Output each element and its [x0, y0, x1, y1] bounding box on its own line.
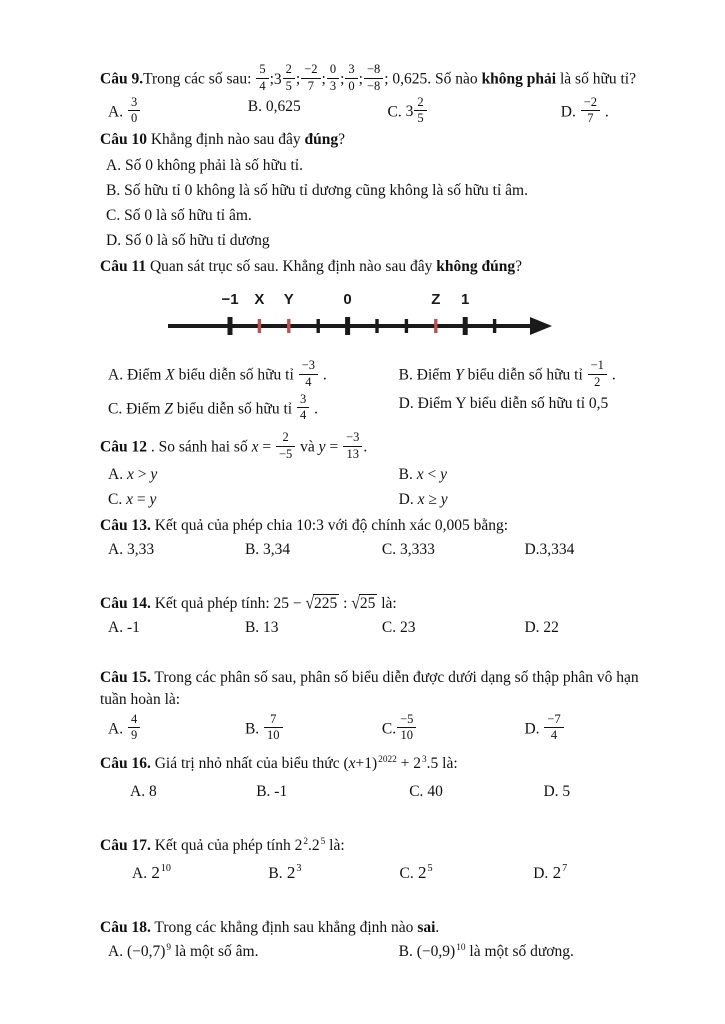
- text: biểu diễn số hữu tỉ: [463, 366, 587, 384]
- options: [100, 359, 667, 423]
- text: ;: [358, 70, 363, 88]
- numerator: 2: [417, 94, 424, 109]
- option-key: C.: [399, 865, 414, 882]
- math-variable: x: [417, 490, 425, 508]
- option-key: B.: [398, 943, 413, 961]
- text: + 2: [396, 755, 422, 772]
- option-key: C.: [106, 206, 121, 224]
- option-key: D.: [524, 720, 540, 737]
- math-variable: y: [149, 490, 157, 508]
- question-label: Câu 12: [100, 438, 147, 456]
- text: 0,625: [261, 97, 301, 115]
- text: Trong các phân số sau, phân số biểu diễn được dưới dạng số thập phân vô hạn tuần hoàn là:: [100, 668, 639, 708]
- text: Điểm: [122, 400, 165, 417]
- math-variable: X: [165, 366, 175, 384]
- question-stem: [100, 667, 667, 711]
- text: Điểm: [123, 366, 166, 384]
- option-key: B.: [398, 465, 413, 483]
- option-key: B.: [268, 865, 283, 882]
- question-q13: [100, 515, 667, 561]
- numerator: 0: [329, 62, 337, 76]
- text: [259, 720, 263, 737]
- option-key: B.: [244, 618, 260, 636]
- text: 13: [259, 618, 279, 636]
- superscript: 2: [303, 836, 308, 847]
- text: Trong các số sau:: [143, 70, 256, 88]
- option-key: A.: [108, 720, 124, 737]
- question-q17: [100, 835, 667, 885]
- option: [108, 489, 399, 511]
- text: Kết quả của phép tính 2: [150, 837, 303, 854]
- superscript: 10: [160, 863, 172, 875]
- text: . So sánh hai số: [146, 438, 252, 456]
- text: Khẳng định nào sau đây: [146, 131, 305, 148]
- numerator: −7: [547, 711, 561, 726]
- option: [399, 393, 667, 424]
- option: [245, 617, 382, 639]
- text: .2: [308, 837, 320, 854]
- text: ?: [338, 131, 346, 148]
- option: [132, 861, 268, 885]
- fraction: [264, 713, 283, 744]
- text: là một số dương.: [465, 943, 574, 961]
- question-label: Câu 13.: [100, 516, 151, 534]
- text: 22: [539, 618, 559, 636]
- option: [399, 464, 667, 486]
- math-variable: x: [251, 438, 259, 456]
- fraction: [588, 359, 607, 390]
- denominator: 5: [283, 78, 295, 94]
- fraction: [327, 63, 339, 94]
- bold-text: sai: [417, 919, 436, 937]
- text: -1: [270, 783, 288, 800]
- bold-text: không phải: [481, 70, 557, 88]
- option: [399, 941, 667, 963]
- number-line-label: 0: [343, 291, 352, 308]
- option: [399, 359, 667, 390]
- numerator: −5: [400, 711, 414, 726]
- fraction: [297, 393, 309, 424]
- option-key: B.: [244, 540, 260, 558]
- denominator: 10: [264, 727, 283, 743]
- text: ≥: [424, 490, 441, 508]
- option-key: B.: [256, 783, 271, 800]
- option: [106, 178, 667, 203]
- text: ; 0,625. Số nào: [384, 70, 482, 88]
- options: [100, 861, 667, 885]
- text: 3,34: [259, 540, 291, 558]
- text: ;: [295, 70, 301, 88]
- question-label: Câu 9.: [100, 70, 144, 88]
- option: [524, 617, 667, 639]
- option: [382, 713, 525, 744]
- option-key: C.: [108, 490, 123, 508]
- mixed-number: [405, 94, 428, 126]
- denominator: 4: [299, 374, 318, 390]
- question-stem: [100, 917, 667, 939]
- option-key: C.: [108, 400, 123, 417]
- text: =: [258, 438, 275, 456]
- bold-text: không đúng: [436, 258, 516, 275]
- text: Số hữu tỉ 0 không là số hữu tỉ dương cũng không là số hữu tỉ âm.: [120, 181, 528, 199]
- question-label: Câu 10: [100, 131, 147, 148]
- numerator: 3: [348, 62, 355, 76]
- text: .: [601, 103, 609, 120]
- text: .: [363, 438, 368, 456]
- text: Điểm Y biểu diễn số hữu tỉ 0,5: [413, 394, 609, 412]
- text: 5: [558, 783, 571, 800]
- number-line-label: 1: [461, 291, 470, 308]
- text: :: [339, 594, 352, 612]
- question-q15: [100, 667, 667, 744]
- math-variable: x: [126, 465, 134, 483]
- option-key: D.: [524, 618, 540, 636]
- denominator: 0: [128, 110, 140, 126]
- option: [382, 539, 525, 561]
- superscript: 10: [456, 942, 466, 953]
- denominator: −5: [276, 446, 295, 462]
- text: Kết quả của phép chia 10:3 với độ chính xác 0,005 bằng:: [150, 516, 509, 534]
- option-key: A.: [106, 156, 122, 174]
- text: [540, 720, 544, 737]
- option: [108, 941, 399, 963]
- text: [123, 720, 127, 737]
- options: [100, 941, 667, 963]
- radical-sign-icon: √: [305, 593, 315, 613]
- text: Kết quả phép tính: 25 −: [150, 594, 306, 612]
- number-line-svg: [164, 286, 560, 342]
- fraction: [414, 96, 426, 127]
- option-key: C.: [409, 783, 424, 800]
- question-list: [100, 63, 667, 963]
- text: .: [435, 919, 440, 937]
- text: 23: [396, 618, 416, 636]
- text: Quan sát trục số sau. Khẳng định nào sau đây: [146, 258, 437, 275]
- text: Số 0 là số hữu tỉ âm.: [120, 206, 252, 224]
- question-q11: [100, 256, 667, 423]
- math-variable: x: [416, 465, 424, 483]
- question-label: Câu 17.: [100, 837, 151, 854]
- denominator: 7: [581, 110, 600, 126]
- superscript: 5: [320, 836, 326, 847]
- text: .: [310, 400, 318, 417]
- option-key: A.: [108, 465, 124, 483]
- math-variable: y: [440, 490, 448, 508]
- option-key: A.: [108, 366, 124, 384]
- option-key: B.: [247, 97, 262, 115]
- text: .: [607, 366, 616, 384]
- square-root: [306, 595, 340, 612]
- option: [108, 539, 245, 561]
- text: Số 0 là số hữu tỉ dương: [121, 231, 270, 249]
- denominator: 13: [343, 446, 362, 462]
- text: 3,334: [539, 540, 575, 558]
- question-q18: [100, 917, 667, 963]
- superscript: 7: [562, 863, 568, 875]
- text: ;: [321, 70, 326, 88]
- superscript: 2022: [378, 754, 397, 765]
- option-key: C.: [381, 540, 397, 558]
- option-key: D.: [560, 103, 576, 120]
- math-variable: Z: [164, 400, 174, 417]
- number-line-label: X: [254, 291, 265, 308]
- option: [561, 96, 667, 127]
- question-q10: [100, 129, 667, 253]
- option: [130, 781, 256, 803]
- text: 8: [145, 783, 157, 800]
- option: [108, 393, 399, 424]
- question-stem: [100, 129, 667, 151]
- denominator: 4: [256, 78, 268, 94]
- denominator: 5: [414, 110, 426, 126]
- option: [399, 861, 533, 885]
- numerator: 5: [259, 62, 266, 76]
- bold-text: đúng: [304, 131, 339, 148]
- question-stem: [100, 63, 667, 94]
- option: [108, 713, 245, 744]
- number-line-label: −1: [221, 291, 239, 308]
- superscript: 9: [166, 942, 172, 953]
- option-key: D.: [106, 231, 122, 249]
- fraction: [581, 96, 600, 127]
- numerator: −2: [583, 94, 598, 109]
- numerator: 3: [130, 94, 138, 109]
- option-key: D.: [398, 490, 414, 508]
- text: là:: [325, 837, 345, 854]
- option: [399, 489, 667, 511]
- text: Trong các khẳng định sau khẳng định nào: [150, 919, 418, 937]
- options: [100, 781, 667, 803]
- option: [409, 781, 543, 803]
- math-variable: y: [318, 438, 326, 456]
- text: là số hữu tỉ?: [556, 70, 636, 88]
- text: ;: [340, 70, 345, 88]
- text: -1: [123, 618, 140, 636]
- whole-part: 3: [273, 70, 282, 88]
- text: [576, 103, 580, 120]
- superscript: 5: [427, 863, 433, 875]
- option: [524, 713, 667, 744]
- option: [108, 617, 245, 639]
- text: +1): [355, 755, 378, 772]
- options: [100, 713, 667, 744]
- denominator: −8: [364, 78, 383, 94]
- fraction: [397, 713, 416, 744]
- text: =: [132, 490, 150, 508]
- option: [256, 781, 409, 803]
- text: biểu diễn số hữu tỉ: [173, 400, 296, 417]
- text: và: [296, 438, 319, 456]
- radical-sign-icon: √: [351, 593, 360, 613]
- denominator: 10: [397, 727, 416, 743]
- option-key: A.: [108, 943, 124, 961]
- option-key: A.: [108, 540, 124, 558]
- question-stem: [100, 515, 667, 537]
- denominator: 9: [128, 727, 140, 743]
- numerator: 2: [285, 62, 292, 76]
- denominator: 3: [327, 78, 339, 94]
- fraction: [343, 431, 362, 462]
- numerator: 2: [282, 430, 289, 444]
- option: [245, 713, 382, 744]
- options: [100, 96, 667, 127]
- fraction: [283, 63, 295, 94]
- option-key: D.: [533, 865, 549, 882]
- question-label: Câu 18.: [100, 919, 151, 937]
- option: [106, 228, 667, 253]
- options: [100, 539, 667, 561]
- numerator: −2: [304, 62, 318, 76]
- text: Số 0 không phải là số hữu tỉ.: [121, 156, 303, 174]
- text: =: [325, 438, 343, 456]
- options: [100, 464, 667, 511]
- option: [108, 96, 248, 127]
- option-key: A.: [108, 103, 124, 120]
- numerator: −8: [366, 62, 381, 76]
- option-key: A.: [108, 618, 124, 636]
- option: [388, 96, 561, 127]
- number-line-label: Y: [283, 291, 294, 308]
- text: >: [133, 465, 151, 483]
- math-variable: y: [150, 465, 158, 483]
- denominator: 4: [544, 727, 563, 743]
- number-line-figure: [164, 286, 667, 347]
- numerator: −3: [346, 430, 360, 444]
- text: ;: [269, 70, 274, 88]
- text: 3,33: [123, 540, 155, 558]
- text: 2: [413, 863, 427, 882]
- option: [268, 861, 399, 885]
- option: [533, 861, 667, 885]
- text: .: [318, 366, 327, 384]
- options: [100, 617, 667, 639]
- text: biểu diễn số hữu tỉ: [174, 366, 298, 384]
- text: (−0,7): [123, 943, 166, 961]
- option: [106, 153, 667, 178]
- options: [100, 153, 667, 253]
- question-stem: [100, 431, 667, 462]
- text: .5 là:: [426, 755, 458, 772]
- fraction: [128, 713, 140, 744]
- option: [108, 464, 399, 486]
- option-key: D.: [398, 394, 414, 412]
- math-variable: x: [348, 755, 356, 772]
- numerator: 3: [299, 391, 307, 406]
- text: 2: [282, 863, 296, 882]
- math-variable: y: [440, 465, 448, 483]
- text: là một số âm.: [171, 943, 259, 961]
- mixed-number: [273, 62, 296, 93]
- denominator: 4: [297, 407, 309, 423]
- question-q14: [100, 593, 667, 639]
- fraction: [544, 713, 563, 744]
- question-label: Câu 14.: [100, 594, 151, 612]
- radicand: 225: [314, 594, 338, 612]
- text: 2: [147, 863, 160, 882]
- option-key: A.: [132, 865, 148, 882]
- question-label: Câu 16.: [100, 755, 151, 772]
- fraction: [256, 63, 268, 94]
- question-stem: [100, 753, 667, 775]
- option-key: C.: [381, 720, 397, 737]
- denominator: 0: [345, 78, 357, 94]
- fraction: [301, 63, 320, 94]
- numerator: 4: [130, 711, 138, 726]
- text: (−0,9): [412, 943, 456, 961]
- option-key: B.: [398, 366, 413, 384]
- whole-part: 3: [405, 103, 414, 120]
- option: [524, 539, 667, 561]
- radicand: 25: [359, 594, 376, 612]
- option: [108, 359, 399, 390]
- text: Điểm: [412, 366, 456, 384]
- fraction: [276, 431, 295, 462]
- option: [245, 539, 382, 561]
- square-root: [351, 595, 377, 612]
- option: [382, 617, 525, 639]
- option-key: D.: [543, 783, 559, 800]
- question-stem: [100, 835, 667, 857]
- question-stem: [100, 593, 667, 615]
- math-variable: x: [126, 490, 133, 508]
- text: [123, 103, 127, 120]
- option-key: C.: [387, 103, 402, 120]
- fraction: [299, 359, 318, 390]
- text: Giá trị nhỏ nhất của biểu thức (: [150, 755, 349, 772]
- number-line-label: Z: [431, 291, 441, 308]
- text: 2: [548, 863, 562, 882]
- question-label: Câu 15.: [100, 668, 151, 686]
- option-key: B.: [106, 181, 121, 199]
- math-variable: Y: [455, 366, 464, 384]
- numerator: −3: [301, 358, 315, 372]
- fraction: [128, 96, 140, 127]
- question-label: Câu 11: [100, 258, 147, 275]
- superscript: 3: [422, 754, 427, 765]
- option-key: A.: [130, 783, 146, 800]
- denominator: 7: [301, 78, 320, 94]
- text: là:: [377, 594, 397, 612]
- option-key: B.: [244, 720, 260, 737]
- option: [543, 781, 667, 803]
- numerator: −1: [590, 358, 604, 372]
- option: [248, 96, 388, 127]
- fraction: [345, 63, 357, 94]
- text: <: [423, 465, 441, 483]
- question-stem: [100, 256, 667, 278]
- numerator: 7: [270, 711, 277, 726]
- text: 3,333: [396, 540, 435, 558]
- option-key: C.: [381, 618, 397, 636]
- fraction: [364, 63, 383, 94]
- question-q12: [100, 431, 667, 511]
- text: ?: [515, 258, 522, 275]
- question-q9: [100, 63, 667, 126]
- text: 40: [423, 783, 443, 800]
- question-q16: [100, 753, 667, 803]
- option: [106, 203, 667, 228]
- superscript: 3: [296, 863, 302, 875]
- arrow-right-icon: [530, 317, 552, 335]
- denominator: 2: [588, 374, 607, 390]
- option-key: D.: [524, 540, 540, 558]
